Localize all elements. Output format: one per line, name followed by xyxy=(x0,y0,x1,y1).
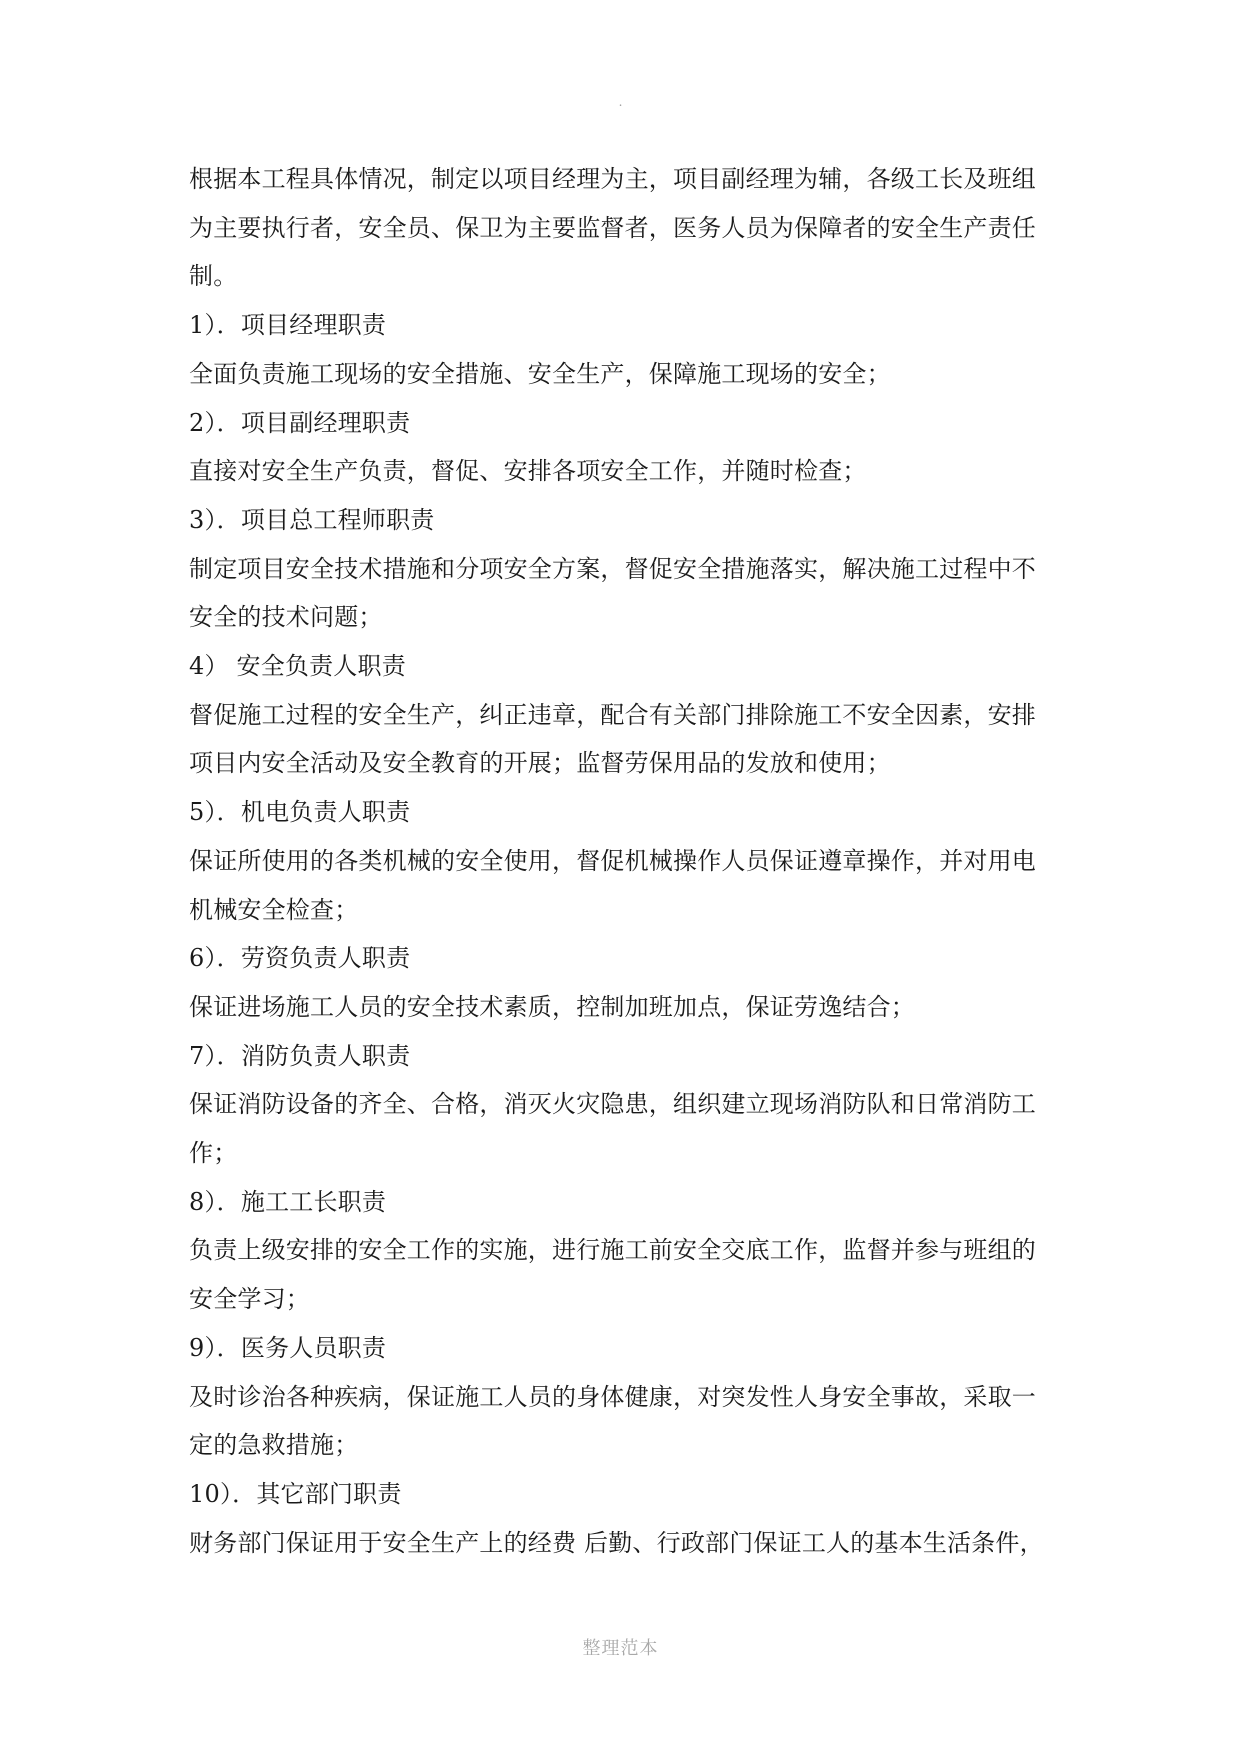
paragraph-line: 定的急救措施； xyxy=(189,1431,359,1460)
paragraph-line: 保证消防设备的齐全、合格，消灭火灾隐患，组织建立现场消防队和日常消防工 xyxy=(189,1090,1036,1119)
section-heading-2: 2）．项目副经理职责 xyxy=(189,408,411,437)
document-body xyxy=(189,155,1059,1567)
paragraph-line: 制定项目安全技术措施和分项安全方案，督促安全措施落实，解决施工过程中不 xyxy=(189,554,1036,583)
paragraph-line: 负责上级安排的安全工作的实施，进行施工前安全交底工作，监督并参与班组的 xyxy=(189,1236,1036,1265)
paragraph-line: 全面负责施工现场的安全措施、安全生产，保障施工现场的安全； xyxy=(189,359,891,388)
paragraph-line: 及时诊治各种疾病，保证施工人员的身体健康，对突发性人身安全事故，采取一 xyxy=(189,1382,1036,1411)
section-heading-9: 9）．医务人员职责 xyxy=(189,1333,387,1362)
section-heading-1: 1）．项目经理职责 xyxy=(189,311,387,340)
paragraph-line: 安全学习； xyxy=(189,1285,310,1314)
section-heading-3: 3）．项目总工程师职责 xyxy=(189,505,435,534)
paragraph-line: 财务部门保证用于安全生产上的经费 后勤、行政部门保证工人的基本生活条件， xyxy=(189,1528,1044,1557)
paragraph-line: 保证进场施工人员的安全技术素质，控制加班加点，保证劳逸结合； xyxy=(189,992,915,1021)
section-heading-7: 7）．消防负责人职责 xyxy=(189,1041,411,1070)
header-mark: . xyxy=(618,95,623,109)
section-heading-10: 10）．其它部门职责 xyxy=(189,1479,402,1508)
paragraph-line: 督促施工过程的安全生产，纠正违章，配合有关部门排除施工不安全因素，安排 xyxy=(189,700,1036,729)
paragraph-line: 作； xyxy=(189,1139,238,1168)
paragraph-line: 项目内安全活动及安全教育的开展；监督劳保用品的发放和使用； xyxy=(189,749,891,778)
section-heading-5: 5）．机电负责人职责 xyxy=(189,798,411,827)
section-heading-6: 6）．劳资负责人职责 xyxy=(189,944,411,973)
paragraph-line: 制。 xyxy=(189,262,238,291)
section-heading-4: 4） 安全负责人职责 xyxy=(189,652,406,681)
paragraph-line: 保证所使用的各类机械的安全使用，督促机械操作人员保证遵章操作，并对用电 xyxy=(189,846,1036,875)
paragraph-line: 直接对安全生产负责，督促、安排各项安全工作，并随时检查； xyxy=(189,457,867,486)
footer-label: 整理范本 xyxy=(582,1638,659,1659)
section-heading-8: 8）．施工工长职责 xyxy=(189,1187,387,1216)
paragraph-line: 根据本工程具体情况，制定以项目经理为主，项目副经理为辅，各级工长及班组 xyxy=(189,165,1036,193)
paragraph-line: 机械安全检查； xyxy=(189,895,359,924)
paragraph-line: 安全的技术问题； xyxy=(189,603,383,632)
paragraph-line: 为主要执行者，安全员、保卫为主要监督者，医务人员为保障者的安全生产责任 xyxy=(189,213,1036,242)
